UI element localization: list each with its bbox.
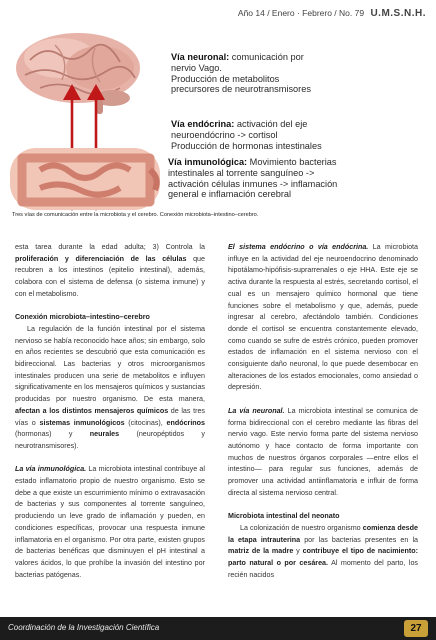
immune-line-3: activación células inmunes -> inflamación xyxy=(168,178,338,189)
text-span: La regulación de la función intestinal por el sistema nervioso se había reconocido hace años; sin embargo, solo en años recientes se descubrió que esta comunicación es bidireccional. Las bacterias y otros microorganismos intestinales producen una serie de metabolitos e influyen significativamente en los mensajeros químicos y sustancias producidas por nuestro organismo. De esta manera, xyxy=(15,324,205,404)
text-span: proliferación y diferenciación de las células xyxy=(15,254,187,263)
figure-caption: Tres vías de comunicación entre la microbiota y el cerebro. Conexión microbiota–intestino–cerebro. xyxy=(12,212,259,218)
text-span: El sistema endócrino o vía endócrina. xyxy=(228,243,369,251)
endocrine-line-2: neuroendócrino -> cortisol xyxy=(171,129,278,140)
text-span: matriz de la madre xyxy=(228,547,294,556)
right-paragraph-3 xyxy=(228,523,418,582)
section-heading-connection: Conexión microbiota–intestino–cerebro xyxy=(15,313,150,322)
left-column xyxy=(15,242,205,581)
intestine-icon xyxy=(10,148,160,210)
footer-label: Coordinación de la Investigación Científica xyxy=(8,623,160,632)
text-span: La microbiota intestinal se comunica de forma bidireccional con el cerebro mediante las fibras del nervio vago. Este nervio forma parte del sistema nervioso autónomo y hace contacto de forma importante con muchos de nuestros órganos corporales —entre ellos el intestino— para regular sus funciones, además de promover una actividad antiinflamatoria e influir de forma directa al sistema nervioso central. xyxy=(228,406,418,497)
text-span: esta tarea durante la edad adulta; 3) Controla la xyxy=(15,243,205,251)
immune-title: Vía inmunológica: xyxy=(168,157,248,167)
text-span: La microbiota intestinal contribuye al estado inflamatorio propio de nuestro organismo. Esto se debe a que existe un escurrimiento mínimo o extravasación de bacterias y sus componentes al torrente sanguíneo, produciendo un leve grado de inflamación y pueden, en condiciones específicas, provocar una respuesta inmune inflamatoria en el organismo. Por otra parte, existen grupos de bacterias benéficas que disminuyen el pH intestinal a valores ácidos, lo que prohíbe la invasión del intestino por bacterias patógenas. xyxy=(15,465,205,579)
text-span: sistemas inmunológicos xyxy=(39,418,125,427)
text-span: La vía inmunológica. xyxy=(15,465,87,474)
text-span: comienza desde la etapa intrauterina xyxy=(228,523,418,544)
left-paragraph-2 xyxy=(15,324,205,453)
issue-info: Año 14 / Enero · Febrero / No. 79 xyxy=(237,8,365,18)
text-span: Al momento del parto, los recién nacidos xyxy=(228,558,418,579)
page-footer xyxy=(0,617,436,640)
text-span: afectan a los distintos mensajeros químicos xyxy=(15,406,169,415)
section-heading-neonate: Microbiota intestinal del neonato xyxy=(228,512,340,521)
neuronal-pathway-text xyxy=(171,52,311,95)
neuronal-title: Vía neuronal: xyxy=(171,52,230,62)
right-paragraph-2 xyxy=(228,406,418,500)
text-span: de las tres vías o xyxy=(15,406,205,427)
text-span: La microbiota influye en la actividad del eje neuroendocrino denominado hipotálamo-hipófisis-suprarrenales o eje HHA. Este eje se activa durante la respuesta al estrés, secretando cortisol, el cual es un mensajero químico hormonal que tiene funciones sobre el metabolismo y que, además, puede ingresar al cerebro, afectándolo también. Condiciones donde el cortisol se encuentra constantemente elevado, como cuando se sufre de estrés crónico, pueden promover estados de inflamación en el sistema nervioso con el consiguiente daño neuronal, lo que puede desembocar en alteraciones de los estados emocionales, como ansiedad o depresión. xyxy=(228,243,418,392)
text-span: endócrinos xyxy=(166,418,206,427)
neuronal-line-3: Producción de metabolitos xyxy=(171,73,280,84)
neuronal-line-2: nervio Vago. xyxy=(171,62,222,73)
text-span: (neuropéptidos y neurotransmisores). xyxy=(15,430,205,450)
issue-header xyxy=(238,8,426,19)
neuronal-line-4: precursores de neurotransmisores xyxy=(171,84,311,95)
organization-name: U.M.S.N.H. xyxy=(370,8,426,19)
immune-line-4: general e inflamación cerebral xyxy=(168,189,292,200)
right-paragraph-1 xyxy=(228,242,418,394)
neuronal-line-1: comunicación por xyxy=(229,52,304,62)
text-span: neurales xyxy=(89,430,120,439)
brain-icon xyxy=(16,33,140,114)
text-span: (hormonas) y xyxy=(15,430,90,439)
page-number: 27 xyxy=(404,620,428,637)
left-paragraph-1 xyxy=(15,242,205,301)
text-span: (citocinas), xyxy=(124,418,167,427)
endocrine-pathway-text xyxy=(171,119,322,151)
text-span: La colonización de nuestro organismo xyxy=(240,523,363,532)
text-span: La vía neuronal. xyxy=(228,406,285,415)
immune-pathway-text xyxy=(168,157,337,200)
endocrine-title: Vía endócrina: xyxy=(171,119,235,129)
endocrine-line-3: Producción de hormonas intestinales xyxy=(171,140,322,151)
left-paragraph-3 xyxy=(15,464,205,581)
microbiota-brain-figure xyxy=(0,20,436,215)
text-span: por las bacterias presentes en la xyxy=(300,535,419,544)
endocrine-line-1: activación del eje xyxy=(234,119,308,129)
immune-line-1: Movimiento bacterias xyxy=(247,157,337,167)
right-column xyxy=(228,242,418,581)
text-span: y xyxy=(293,547,303,556)
text-span: contribuye el tipo de nacimiento: parto natural o por cesárea. xyxy=(228,547,418,567)
text-span: que recubren a los intestinos (epitelio intestinal), además, colabora con el sistema de defensa (o sistema inmune) y con el metabolismo. xyxy=(15,254,205,298)
immune-line-2: intestinales al torrente sanguíneo -> xyxy=(168,167,315,178)
